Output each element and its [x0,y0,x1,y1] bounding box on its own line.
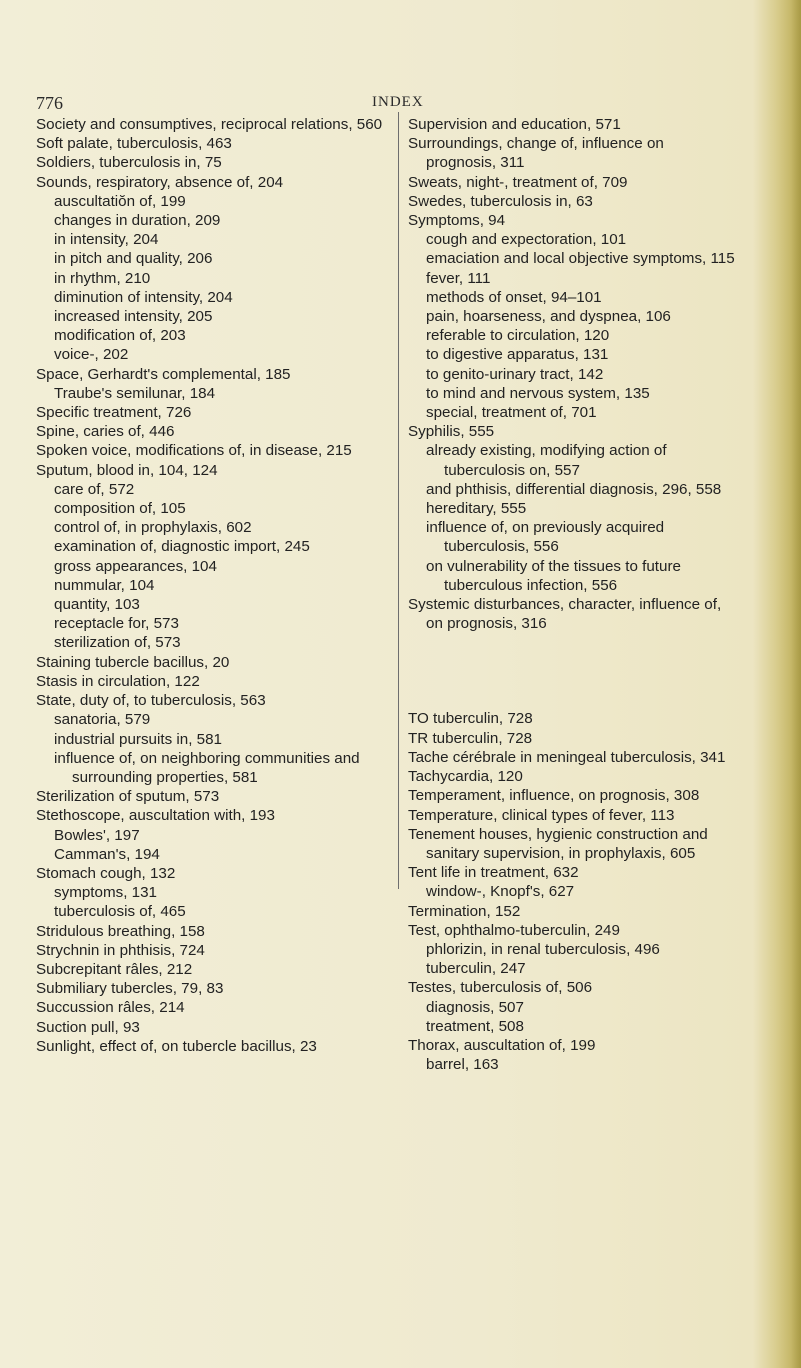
index-entry: Succussion râles, 214 [36,999,185,1017]
index-entry: Termination, 152 [408,902,521,920]
index-entry: Sputum, blood in, 104, 124 [36,461,218,479]
left-entries [36,115,394,1056]
index-entry: Submiliary tubercles, 79, 83 [36,980,224,998]
index-subentry: Camman's, 194 [54,845,160,863]
index-subentry: in pitch and quality, 206 [54,250,213,268]
index-subentry: methods of onset, 94–101 [426,288,602,306]
index-subentry: gross appearances, 104 [54,557,217,575]
index-entry: Spine, caries of, 446 [36,423,175,441]
index-subentry: treatment, 508 [426,1017,524,1035]
index-entry: Stridulous breathing, 158 [36,922,205,940]
index-subentry: window-, Knopf's, 627 [426,883,575,901]
index-entry: Syphilis, 555 [408,423,495,441]
index-subentry: composition of, 105 [54,500,186,518]
index-subentry: examination of, diagnostic import, 245 [54,538,310,556]
index-subentry: tuberculosis of, 465 [54,903,186,921]
index-entry: Specific treatment, 726 [36,404,192,422]
index-subentry: to genito-urinary tract, 142 [426,365,604,383]
index-entry: Sunlight, effect of, on tubercle bacillus, 23 [36,1037,317,1055]
index-subentry: voice-, 202 [54,346,129,364]
page-number: 776 [36,93,63,113]
index-entry: Staining tubercle bacillus, 20 [36,653,230,671]
index-subentry: to digestive apparatus, 131 [426,346,609,364]
page-edge-shadow [791,0,801,1368]
index-entry: Suction pull, 93 [36,1018,140,1036]
index-entry: Swedes, tuberculosis in, 63 [408,192,593,210]
index-entry: Testes, tuberculosis of, 506 [408,979,593,997]
index-subentry: control of, in prophylaxis, 602 [54,519,252,537]
section-gap [408,633,738,709]
index-subentry: auscultatiŏn of, 199 [54,192,186,210]
index-entry: Tachycardia, 120 [408,768,523,786]
index-entry: Tache cérébrale in meningeal tuberculosis, 341 [408,748,726,766]
index-entry: Stethoscope, auscultation with, 193 [36,807,275,825]
index-subentry: nummular, 104 [54,576,155,594]
index-entry: Stasis in circulation, 122 [36,672,200,690]
index-entry: Soldiers, tuberculosis in, 75 [36,154,222,172]
index-subentry: fever, 111 [426,269,491,287]
index-subentry: receptacle for, 573 [54,615,179,633]
page-header-title: INDEX [372,94,424,110]
index-subentry: phlorizin, in renal tuberculosis, 496 [426,940,660,958]
index-entry: Supervision and education, 571 [408,116,621,133]
column-divider [398,112,399,889]
index-entry: Stomach cough, 132 [36,864,176,882]
index-entry: Symptoms, 94 [408,212,506,230]
index-subentry: to mind and nervous system, 135 [426,384,650,402]
index-entry: State, duty of, to tuberculosis, 563 [36,692,266,710]
index-subentry: diminution of intensity, 204 [54,288,233,306]
index-subentry: cough and expectoration, 101 [426,231,627,249]
index-subentry: in intensity, 204 [54,231,159,249]
index-subentry: hereditary, 555 [426,500,527,518]
index-subentry: barrel, 163 [426,1056,499,1074]
index-entry: TR tuberculin, 728 [408,729,533,747]
index-entry: Temperament, influence, on prognosis, 308 [408,787,700,805]
index-entry: Test, ophthalmo-tuberculin, 249 [408,921,620,939]
index-subentry: Bowles', 197 [54,826,140,844]
index-subentry: symptoms, 131 [54,884,157,902]
index-entry: Soft palate, tuberculosis, 463 [36,135,232,153]
index-entry: Temperature, clinical types of fever, 113 [408,806,675,824]
index-subentry: in rhythm, 210 [54,269,151,287]
index-subentry: emaciation and local objective symptoms, 115 [426,250,735,268]
index-subentry: industrial pursuits in, 581 [54,730,222,748]
index-entry: Sterilization of sputum, 573 [36,788,220,806]
index-subentry: on vulnerability of the tissues to future tuberculous infection, 556 [426,557,681,594]
index-entry: Tenement houses, hygienic construction and sanitary supervision, in prophylaxis, 605 [408,825,708,862]
index-entry: Sounds, respiratory, absence of, 204 [36,173,284,191]
index-entry: Space, Gerhardt's complemental, 185 [36,365,291,383]
index-entry: Systemic disturbances, character, influence of, on prognosis, 316 [408,596,722,633]
right-entries-s [408,115,738,633]
index-subentry: and phthisis, differential diagnosis, 296, 558 [426,480,722,498]
index-subentry: changes in duration, 209 [54,212,221,230]
index-column-left [36,115,394,1056]
index-entry: TO tuberculin, 728 [408,710,533,728]
index-entry: Tent life in treatment, 632 [408,864,579,882]
right-entries-t [408,709,738,1074]
index-column-right [408,115,738,1074]
index-entry: Society and consumptives, reciprocal relations, 560 [36,116,383,133]
index-subentry: sanatoria, 579 [54,711,151,729]
index-subentry: quantity, 103 [54,596,140,614]
index-subentry: influence of, on previously acquired tuberculosis, 556 [426,519,665,556]
index-entry: Thorax, auscultation of, 199 [408,1036,596,1054]
index-entry: Spoken voice, modifications of, in disease, 215 [36,442,352,460]
index-subentry: care of, 572 [54,480,135,498]
index-subentry: pain, hoarseness, and dyspnea, 106 [426,308,671,326]
index-entry: Strychnin in phthisis, 724 [36,941,205,959]
index-entry: Surroundings, change of, influence on prognosis, 311 [408,135,664,172]
index-subentry: Traube's semilunar, 184 [54,384,216,402]
index-subentry: sterilization of, 573 [54,634,181,652]
index-subentry: special, treatment of, 701 [426,404,597,422]
index-subentry: modification of, 203 [54,327,186,345]
index-subentry: diagnosis, 507 [426,998,524,1016]
index-entry: Sweats, night-, treatment of, 709 [408,173,628,191]
index-subentry: referable to circulation, 120 [426,327,610,345]
index-subentry: tuberculin, 247 [426,960,526,978]
index-entry: Subcrepitant râles, 212 [36,960,193,978]
index-subentry: increased intensity, 205 [54,308,213,326]
index-subentry: influence of, on neighboring communities and surrounding properties, 581 [54,749,360,786]
index-subentry: already existing, modifying action of tuberculosis on, 557 [426,442,667,479]
